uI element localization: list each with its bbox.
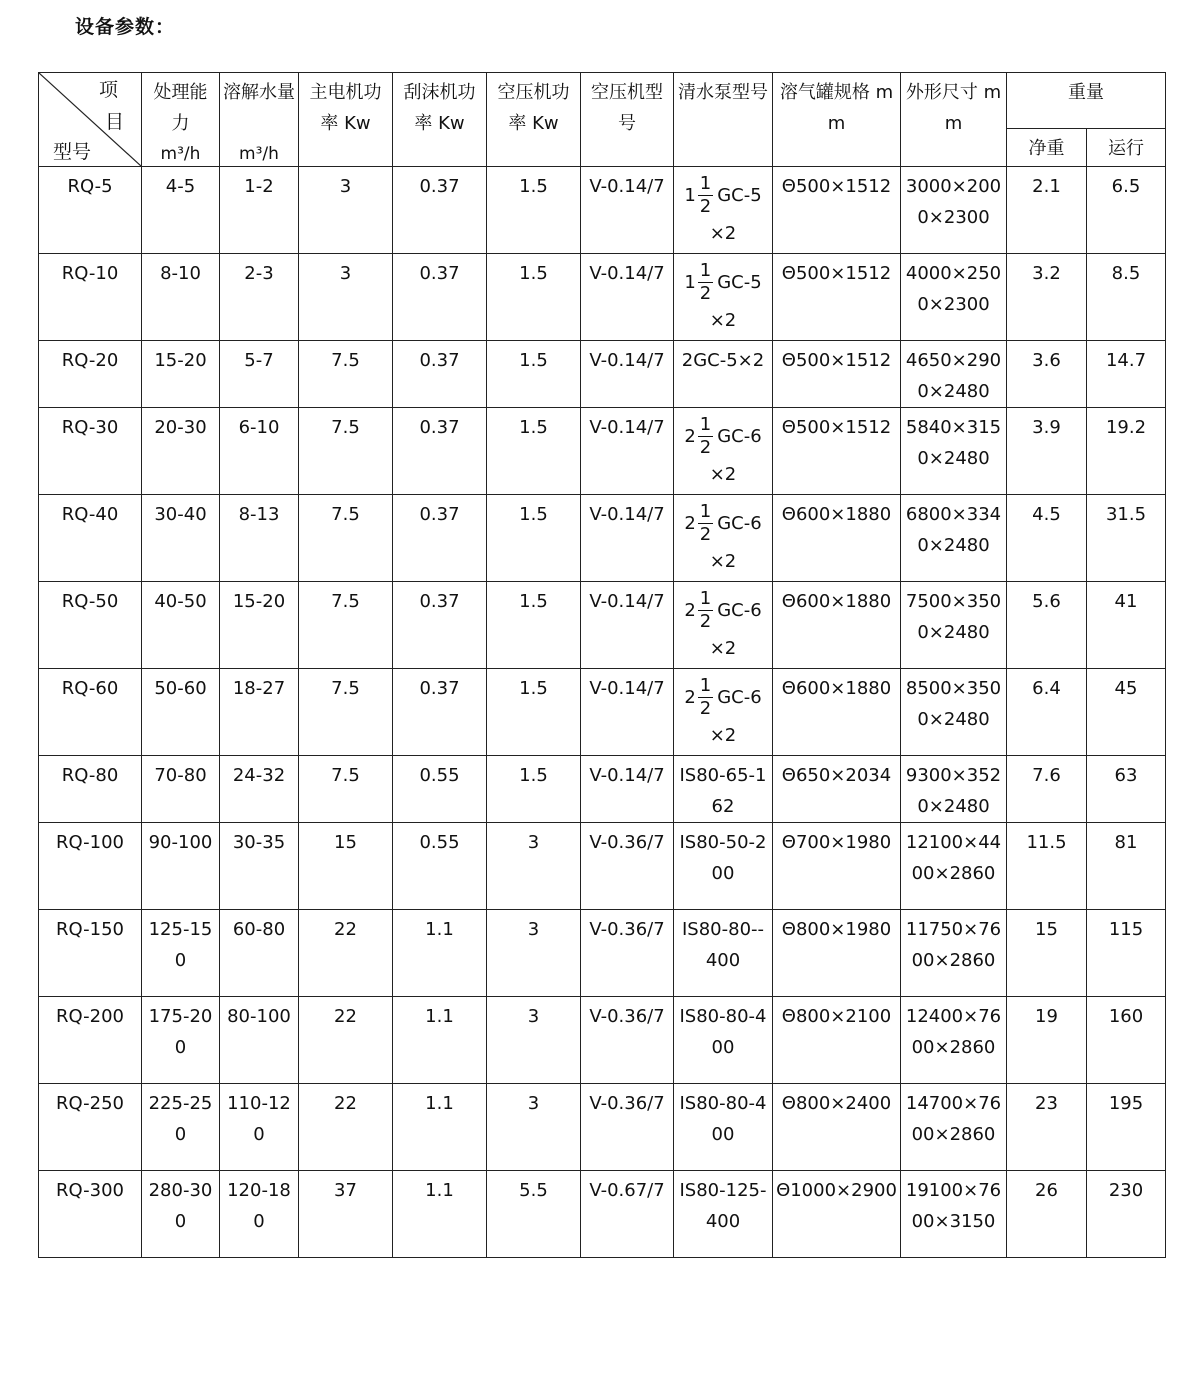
cell-running-weight: 63	[1087, 756, 1166, 823]
cell-model: RQ-80	[39, 756, 142, 823]
cell-dimensions: 8500×3500×2480	[901, 669, 1007, 756]
cell-running-weight: 14.7	[1087, 341, 1166, 408]
pump-fraction	[684, 173, 761, 218]
header-capacity	[142, 73, 220, 167]
cell-dimensions: 12100×4400×2860	[901, 823, 1007, 910]
cell-main-motor: 22	[299, 997, 393, 1084]
cell-tank-spec: Θ650×2034	[773, 756, 901, 823]
cell-dimensions: 7500×3500×2480	[901, 582, 1007, 669]
table-row	[39, 167, 1166, 254]
pump-whole: 1	[684, 184, 696, 206]
cell-main-motor: 3	[299, 254, 393, 341]
cell-net-weight: 23	[1007, 1084, 1087, 1171]
cell-tank-spec: Θ600×1880	[773, 495, 901, 582]
cell-net-weight: 4.5	[1007, 495, 1087, 582]
pump-code: GC-6	[717, 599, 762, 621]
cell-capacity: 30-40	[142, 495, 220, 582]
cell-model: RQ-10	[39, 254, 142, 341]
cell-dimensions: 4000×2500×2300	[901, 254, 1007, 341]
cell-scraper: 0.37	[393, 495, 487, 582]
pump-numerator: 1	[699, 414, 712, 435]
cell-net-weight: 2.1	[1007, 167, 1087, 254]
cell-compressor-power: 3	[487, 823, 581, 910]
cell-main-motor: 22	[299, 1084, 393, 1171]
pump-denominator: 2	[699, 283, 712, 304]
cell-running-weight: 195	[1087, 1084, 1166, 1171]
cell-running-weight: 41	[1087, 582, 1166, 669]
cell-tank-spec: Θ500×1512	[773, 408, 901, 495]
pump-denominator: 2	[699, 698, 712, 719]
header-compressor-power: 空压机功率 Kw	[487, 73, 581, 167]
cell-net-weight: 3.2	[1007, 254, 1087, 341]
cell-net-weight: 11.5	[1007, 823, 1087, 910]
pump-whole: 2	[684, 686, 696, 708]
pump-multiplier: ×2	[709, 310, 737, 331]
pump-fraction	[684, 588, 761, 633]
cell-main-motor: 37	[299, 1171, 393, 1258]
cell-net-weight: 19	[1007, 997, 1087, 1084]
cell-main-motor: 3	[299, 167, 393, 254]
cell-tank-spec: Θ500×1512	[773, 254, 901, 341]
header-running-weight: 运行	[1087, 129, 1166, 167]
cell-dimensions: 3000×2000×2300	[901, 167, 1007, 254]
cell-dissolved-water: 8-13	[220, 495, 299, 582]
cell-model: RQ-40	[39, 495, 142, 582]
cell-compressor-power: 1.5	[487, 756, 581, 823]
cell-running-weight: 81	[1087, 823, 1166, 910]
cell-scraper: 0.55	[393, 823, 487, 910]
cell-compressor-model: V-0.14/7	[581, 669, 674, 756]
pump-code: GC-6	[717, 425, 762, 447]
cell-compressor-power: 3	[487, 910, 581, 997]
cell-dissolved-water: 2-3	[220, 254, 299, 341]
cell-dissolved-water: 1-2	[220, 167, 299, 254]
header-compressor-model: 空压机型号	[581, 73, 674, 167]
cell-capacity: 90-100	[142, 823, 220, 910]
cell-running-weight: 6.5	[1087, 167, 1166, 254]
cell-dissolved-water: 110-120	[220, 1084, 299, 1171]
cell-dimensions: 6800×3340×2480	[901, 495, 1007, 582]
cell-capacity: 40-50	[142, 582, 220, 669]
cell-scraper: 1.1	[393, 1084, 487, 1171]
cell-compressor-power: 3	[487, 997, 581, 1084]
cell-dissolved-water: 18-27	[220, 669, 299, 756]
header-capacity-unit: m³/h	[160, 144, 201, 164]
cell-compressor-power: 1.5	[487, 341, 581, 408]
cell-tank-spec: Θ1000×2900	[773, 1171, 901, 1258]
corner-header	[39, 73, 142, 167]
cell-pump-model: IS80-50-200	[674, 823, 773, 910]
cell-pump-model: IS80-80-400	[674, 1084, 773, 1171]
cell-compressor-power: 1.5	[487, 408, 581, 495]
cell-compressor-power: 1.5	[487, 495, 581, 582]
header-scraper: 刮沫机功率 Kw	[393, 73, 487, 167]
cell-scraper: 1.1	[393, 1171, 487, 1258]
cell-dissolved-water: 6-10	[220, 408, 299, 495]
table-row	[39, 756, 1166, 823]
pump-denominator: 2	[699, 437, 712, 458]
page-title: 设备参数：	[75, 16, 176, 38]
header-dissolved-water-unit: m³/h	[239, 144, 279, 164]
header-weight: 重量	[1007, 73, 1166, 129]
cell-net-weight: 15	[1007, 910, 1087, 997]
cell-model: RQ-200	[39, 997, 142, 1084]
cell-dimensions: 4650×2900×2480	[901, 341, 1007, 408]
cell-running-weight: 19.2	[1087, 408, 1166, 495]
table-row	[39, 1084, 1166, 1171]
cell-main-motor: 7.5	[299, 756, 393, 823]
pump-multiplier: ×2	[709, 551, 737, 572]
cell-main-motor: 7.5	[299, 495, 393, 582]
table-row	[39, 254, 1166, 341]
cell-pump-model: IS80-65-162	[674, 756, 773, 823]
cell-tank-spec: Θ800×1980	[773, 910, 901, 997]
cell-pump-model	[674, 254, 773, 341]
cell-capacity: 280-300	[142, 1171, 220, 1258]
cell-capacity: 4-5	[142, 167, 220, 254]
table-row	[39, 408, 1166, 495]
cell-model: RQ-50	[39, 582, 142, 669]
corner-label-model: 型号	[53, 141, 92, 163]
cell-tank-spec: Θ600×1880	[773, 669, 901, 756]
pump-multiplier: ×2	[709, 464, 737, 485]
pump-denominator: 2	[699, 611, 712, 632]
cell-scraper: 1.1	[393, 910, 487, 997]
pump-multiplier: ×2	[709, 223, 737, 244]
cell-running-weight: 230	[1087, 1171, 1166, 1258]
cell-dissolved-water: 5-7	[220, 341, 299, 408]
cell-compressor-power: 1.5	[487, 167, 581, 254]
pump-numerator: 1	[699, 588, 712, 609]
header-pump-model: 清水泵型号	[674, 73, 773, 167]
pump-frac	[698, 414, 713, 459]
cell-compressor-model: V-0.67/7	[581, 1171, 674, 1258]
cell-running-weight: 160	[1087, 997, 1166, 1084]
cell-capacity: 8-10	[142, 254, 220, 341]
cell-scraper: 0.37	[393, 254, 487, 341]
pump-code: GC-6	[717, 512, 762, 534]
header-dissolved-water	[220, 73, 299, 167]
cell-model: RQ-5	[39, 167, 142, 254]
cell-compressor-model: V-0.14/7	[581, 756, 674, 823]
cell-dissolved-water: 24-32	[220, 756, 299, 823]
cell-compressor-model: V-0.14/7	[581, 254, 674, 341]
table-row	[39, 495, 1166, 582]
cell-scraper: 0.37	[393, 167, 487, 254]
pump-numerator: 1	[699, 501, 712, 522]
header-capacity-label: 处理能力	[153, 82, 208, 134]
pump-fraction	[684, 501, 761, 546]
cell-pump-model	[674, 669, 773, 756]
table-row	[39, 997, 1166, 1084]
cell-tank-spec: Θ800×2100	[773, 997, 901, 1084]
cell-model: RQ-20	[39, 341, 142, 408]
pump-frac	[698, 260, 713, 305]
pump-whole: 2	[684, 599, 696, 621]
corner-label-item: 项	[99, 79, 119, 101]
cell-dimensions: 14700×7600×2860	[901, 1084, 1007, 1171]
cell-pump-model	[674, 167, 773, 254]
cell-main-motor: 7.5	[299, 341, 393, 408]
cell-tank-spec: Θ700×1980	[773, 823, 901, 910]
pump-multiplier: ×2	[709, 725, 737, 746]
cell-compressor-power: 1.5	[487, 254, 581, 341]
cell-net-weight: 26	[1007, 1171, 1087, 1258]
pump-fraction	[684, 675, 761, 720]
cell-main-motor: 7.5	[299, 669, 393, 756]
cell-compressor-model: V-0.14/7	[581, 582, 674, 669]
header-tank-spec: 溶气罐规格 mm	[773, 73, 901, 167]
corner-label-mid: 目	[105, 111, 125, 133]
cell-dimensions: 11750×7600×2860	[901, 910, 1007, 997]
cell-compressor-model: V-0.14/7	[581, 408, 674, 495]
table-row	[39, 669, 1166, 756]
pump-frac	[698, 675, 713, 720]
cell-dissolved-water: 15-20	[220, 582, 299, 669]
cell-main-motor: 7.5	[299, 582, 393, 669]
cell-main-motor: 15	[299, 823, 393, 910]
table-row	[39, 1171, 1166, 1258]
cell-scraper: 0.55	[393, 756, 487, 823]
cell-scraper: 0.37	[393, 408, 487, 495]
pump-fraction	[684, 414, 761, 459]
cell-net-weight: 7.6	[1007, 756, 1087, 823]
header-dimensions: 外形尺寸 mm	[901, 73, 1007, 167]
cell-capacity: 50-60	[142, 669, 220, 756]
cell-net-weight: 3.9	[1007, 408, 1087, 495]
cell-dissolved-water: 120-180	[220, 1171, 299, 1258]
table-body	[39, 167, 1166, 1258]
pump-numerator: 1	[699, 173, 712, 194]
cell-compressor-model: V-0.14/7	[581, 167, 674, 254]
cell-scraper: 0.37	[393, 582, 487, 669]
cell-running-weight: 45	[1087, 669, 1166, 756]
pump-whole: 2	[684, 512, 696, 534]
cell-compressor-power: 5.5	[487, 1171, 581, 1258]
cell-compressor-power: 3	[487, 1084, 581, 1171]
cell-capacity: 175-200	[142, 997, 220, 1084]
cell-model: RQ-250	[39, 1084, 142, 1171]
pump-whole: 2	[684, 425, 696, 447]
cell-tank-spec: Θ500×1512	[773, 341, 901, 408]
pump-frac	[698, 588, 713, 633]
cell-tank-spec: Θ800×2400	[773, 1084, 901, 1171]
cell-pump-model: IS80-80-400	[674, 997, 773, 1084]
cell-model: RQ-150	[39, 910, 142, 997]
cell-capacity: 125-150	[142, 910, 220, 997]
cell-scraper: 1.1	[393, 997, 487, 1084]
cell-tank-spec: Θ500×1512	[773, 167, 901, 254]
pump-denominator: 2	[699, 196, 712, 217]
cell-dimensions: 5840×3150×2480	[901, 408, 1007, 495]
pump-numerator: 1	[699, 675, 712, 696]
cell-dimensions: 19100×7600×3150	[901, 1171, 1007, 1258]
cell-compressor-power: 1.5	[487, 582, 581, 669]
pump-numerator: 1	[699, 260, 712, 281]
table-row	[39, 910, 1166, 997]
header-row	[39, 73, 1166, 129]
pump-frac	[698, 501, 713, 546]
cell-pump-model	[674, 582, 773, 669]
pump-code: GC-5	[717, 184, 762, 206]
cell-capacity: 20-30	[142, 408, 220, 495]
cell-scraper: 0.37	[393, 341, 487, 408]
cell-model: RQ-60	[39, 669, 142, 756]
cell-capacity: 70-80	[142, 756, 220, 823]
cell-compressor-model: V-0.36/7	[581, 823, 674, 910]
cell-model: RQ-30	[39, 408, 142, 495]
cell-dissolved-water: 30-35	[220, 823, 299, 910]
cell-model: RQ-300	[39, 1171, 142, 1258]
pump-multiplier: ×2	[709, 638, 737, 659]
table-row	[39, 582, 1166, 669]
equipment-parameter-table	[38, 72, 1166, 1258]
cell-scraper: 0.37	[393, 669, 487, 756]
cell-dimensions: 9300×3520×2480	[901, 756, 1007, 823]
cell-compressor-model: V-0.36/7	[581, 910, 674, 997]
cell-pump-model: IS80-125-400	[674, 1171, 773, 1258]
cell-tank-spec: Θ600×1880	[773, 582, 901, 669]
cell-capacity: 225-250	[142, 1084, 220, 1171]
cell-dissolved-water: 60-80	[220, 910, 299, 997]
cell-pump-model: IS80-80--400	[674, 910, 773, 997]
header-dissolved-water-label: 溶解水量	[223, 82, 295, 103]
cell-pump-model: 2GC-5×2	[674, 341, 773, 408]
cell-compressor-model: V-0.36/7	[581, 1084, 674, 1171]
cell-dissolved-water: 80-100	[220, 997, 299, 1084]
cell-dimensions: 12400×7600×2860	[901, 997, 1007, 1084]
header-main-motor: 主电机功率 Kw	[299, 73, 393, 167]
cell-compressor-model: V-0.36/7	[581, 997, 674, 1084]
header-net-weight: 净重	[1007, 129, 1087, 167]
cell-net-weight: 5.6	[1007, 582, 1087, 669]
pump-whole: 1	[684, 271, 696, 293]
cell-compressor-model: V-0.14/7	[581, 341, 674, 408]
cell-main-motor: 22	[299, 910, 393, 997]
pump-frac	[698, 173, 713, 218]
cell-main-motor: 7.5	[299, 408, 393, 495]
cell-capacity: 15-20	[142, 341, 220, 408]
table-row	[39, 823, 1166, 910]
pump-code: GC-5	[717, 271, 762, 293]
pump-denominator: 2	[699, 524, 712, 545]
cell-model: RQ-100	[39, 823, 142, 910]
cell-pump-model	[674, 495, 773, 582]
cell-net-weight: 3.6	[1007, 341, 1087, 408]
cell-pump-model	[674, 408, 773, 495]
cell-compressor-model: V-0.14/7	[581, 495, 674, 582]
pump-fraction	[684, 260, 761, 305]
cell-running-weight: 115	[1087, 910, 1166, 997]
cell-net-weight: 6.4	[1007, 669, 1087, 756]
cell-compressor-power: 1.5	[487, 669, 581, 756]
cell-running-weight: 31.5	[1087, 495, 1166, 582]
pump-code: GC-6	[717, 686, 762, 708]
table-row	[39, 341, 1166, 408]
cell-running-weight: 8.5	[1087, 254, 1166, 341]
